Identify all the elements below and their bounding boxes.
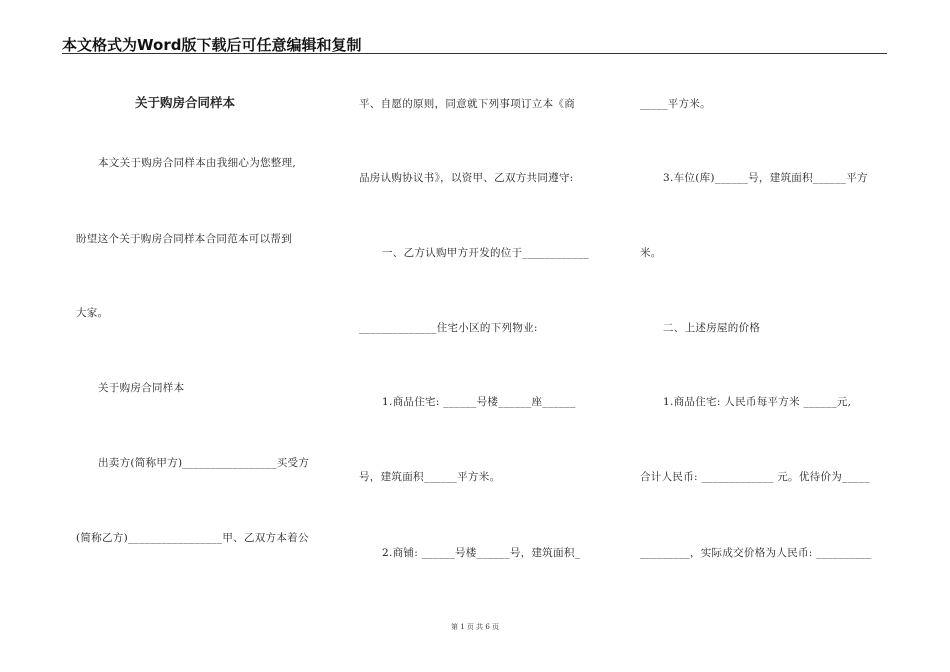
col3-line-1: _____平方米。 <box>640 98 711 110</box>
col1-line-3: 大家。 <box>76 307 109 319</box>
col1-line-1: 本文关于购房合同样本由我细心为您整理, <box>98 157 297 169</box>
document-title: 关于购房合同样本 <box>135 95 236 110</box>
col3-line-6: 合计人民币: _____________ 元。优待价为_____ <box>640 471 870 483</box>
col2-line-7: 2.商铺: ______号楼______号，建筑面积_ <box>382 547 581 559</box>
col2-line-3: 一、乙方认购甲方开发的位于____________ <box>382 247 589 259</box>
col3-line-4: 二、上述房屋的价格 <box>663 322 761 334</box>
col3-line-5: 1.商品住宅: 人民币每平方米 ______元, <box>663 396 852 408</box>
page-footer: 第 1 页 共 6 页 <box>450 623 500 631</box>
header-divider <box>62 53 887 54</box>
col3-line-2: 3.车位(库)______号，建筑面积______平方 <box>663 172 868 184</box>
col2-line-1: 平、自愿的原则，同意就下列事项订立本《商 <box>359 98 575 110</box>
col2-line-6: 号，建筑面积______平方米。 <box>359 471 501 483</box>
col2-line-2: 品房认购协议书》，以资甲、乙双方共同遵守: <box>359 172 574 184</box>
col1-line-6: (简称乙方)_________________甲、乙双方本着公 <box>76 532 309 544</box>
col3-line-7: _________，实际成交价格为人民币: __________ <box>640 547 872 559</box>
col1-line-4: 关于购房合同样本 <box>98 382 185 394</box>
col1-line-2: 盼望这个关于购房合同样本合同范本可以帮到 <box>76 233 292 245</box>
col2-line-4: ______________住宅小区的下列物业: <box>359 322 538 334</box>
col1-line-5: 出卖方(简称甲方)_________________买受方 <box>98 457 310 469</box>
col3-line-3: 米。 <box>640 247 662 259</box>
col2-line-5: 1.商品住宅: ______号楼______座______ <box>382 396 576 408</box>
page-header-title: 本文格式为Word版下载后可任意编辑和复制 <box>62 36 362 54</box>
